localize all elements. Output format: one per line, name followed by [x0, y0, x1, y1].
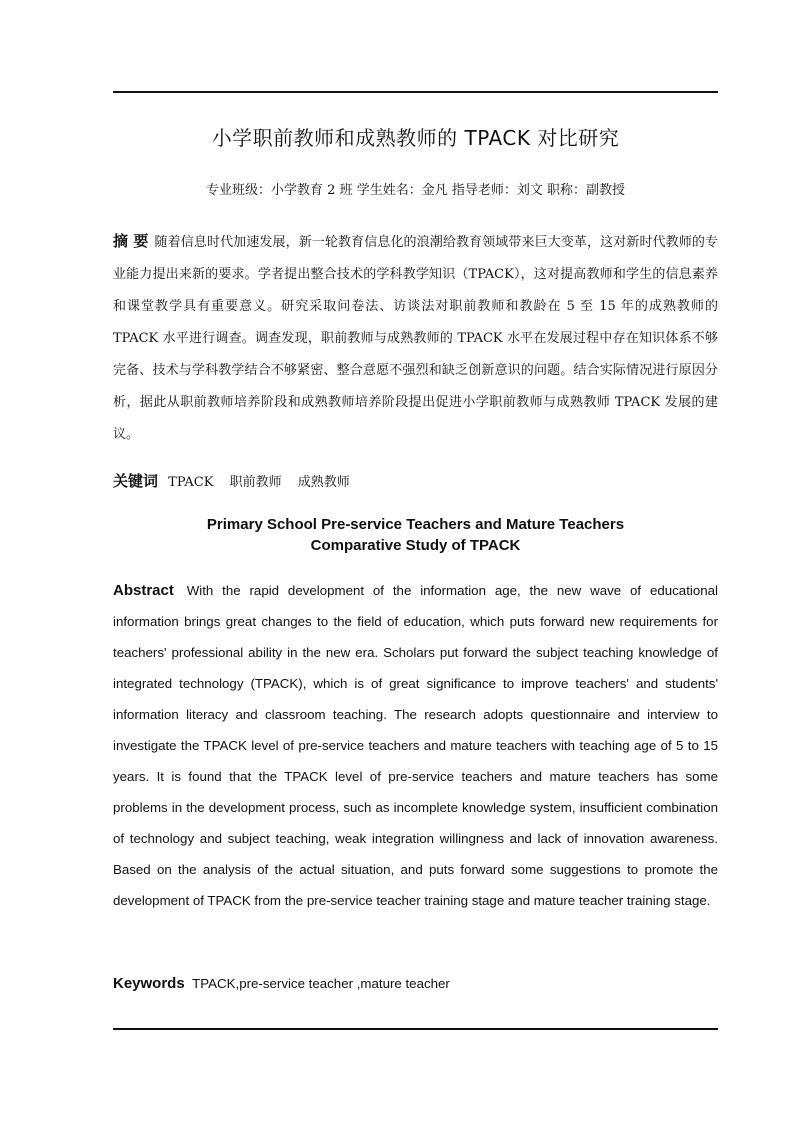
- english-title: [113, 514, 718, 556]
- chinese-abstract-label: 摘 要: [113, 232, 149, 250]
- chinese-keyword: 职前教师: [229, 475, 282, 490]
- english-abstract-label: Abstract: [113, 582, 174, 599]
- chinese-keyword: 成熟教师: [297, 475, 350, 490]
- english-keywords-label: Keywords: [113, 975, 185, 992]
- chinese-keyword: TPACK: [168, 475, 214, 490]
- chinese-keywords: [113, 470, 718, 491]
- chinese-abstract-text: 随着信息时代加速发展，新一轮教育信息化的浪潮给教育领域带来巨大变革，这对新时代教师的专业能力提出来新的要求。学者提出整合技术的学科教学知识（TPACK），这对提高教师和学生的信息素养和课堂教学具有重要意义。研究采取问卷法、访谈法对职前教师和教龄在 5 至 15 年的成熟教师的 TPACK 水平进行调查。调查发现，职前教师与成熟教师的 TPACK 水平在发展过程中存在知识体系不够完备、技术与学科教学结合不够紧密、整合意愿不强烈和缺乏创新意识的问题。结合实际情况进行原因分析，据此从职前教师培养阶段和成熟教师培养阶段提出促进小学职前教师与成熟教师 TPACK 发展的建议。: [113, 235, 718, 442]
- english-abstract: [113, 575, 718, 916]
- english-keywords: [113, 975, 718, 992]
- bottom-rule: [113, 1028, 718, 1030]
- english-title-line: Primary School Pre-service Teachers and Mature Teachers: [206, 516, 625, 533]
- english-title-line: Comparative Study of TPACK: [310, 537, 521, 554]
- chinese-keywords-label: 关键词: [113, 472, 159, 490]
- author-info: 专业班级：小学教育 2 班 学生姓名：金凡 指导老师：刘文 职称：副教授: [206, 183, 625, 198]
- top-rule: [113, 91, 718, 93]
- chinese-abstract: [113, 225, 718, 451]
- chinese-title: 小学职前教师和成熟教师的 TPACK 对比研究: [211, 126, 620, 150]
- english-abstract-text: With the rapid development of the information age, the new wave of educational information brings great changes to the field of education, which puts forward new requirements for teachers' professional ability in the new era. Scholars put forward the subject teaching knowledge of integrated technology (TPACK), which is of great significance to improve teachers' and students' information literacy and classroom teaching. The research adopts questionnaire and interview to investigate the TPACK level of pre-service teachers and mature teachers with teaching age of 5 to 15 years. It is found that the TPACK level of pre-service teachers and mature teachers has some problems in the development process, such as incomplete knowledge system, insufficient combination of technology and subject teaching, weak integration willingness and lack of innovation awareness. Based on the analysis of the actual situation, and puts forward some suggestions to promote the development of TPACK from the pre-service teacher training stage and mature teacher training stage.: [113, 583, 718, 908]
- english-keywords-text: TPACK,pre-service teacher ,mature teacher: [192, 976, 450, 991]
